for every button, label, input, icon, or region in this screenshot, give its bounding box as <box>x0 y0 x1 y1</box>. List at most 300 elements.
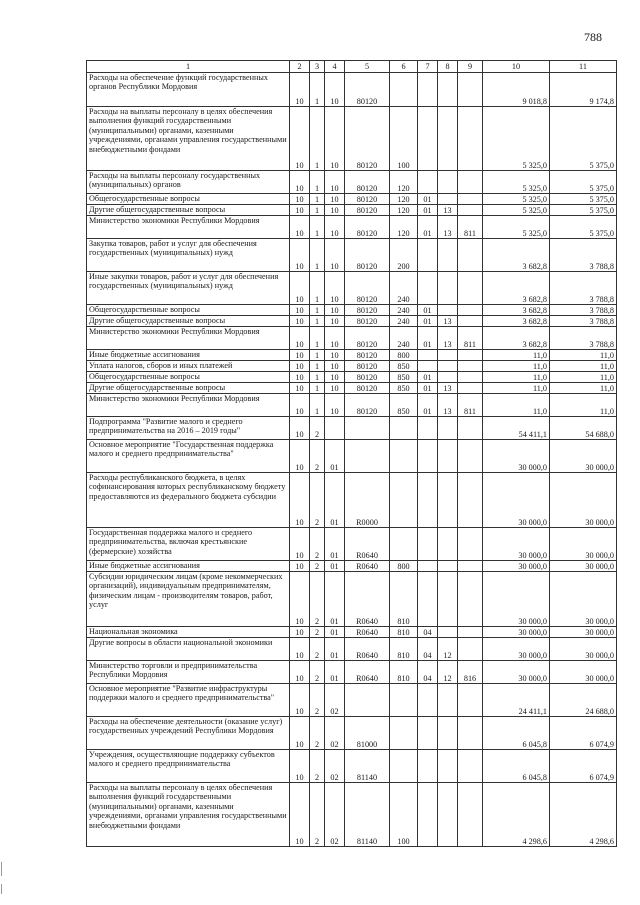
cell-subprog: 01 <box>325 661 345 684</box>
cell-prog: 2 <box>310 684 325 717</box>
cell-expense-type <box>390 717 418 750</box>
table-row <box>87 216 617 239</box>
cell-expense-type: 120 <box>390 205 418 216</box>
cell-expense-type <box>390 473 418 528</box>
cell-subprog: 02 <box>325 717 345 750</box>
cell-subprog: 01 <box>325 638 345 661</box>
cell-section: 01 <box>418 205 438 216</box>
cell-prog: 2 <box>310 717 325 750</box>
cell-section: 01 <box>418 316 438 327</box>
cell-expense-type: 810 <box>390 638 418 661</box>
cell-amount-2019: 6 074,9 <box>550 750 617 783</box>
cell-prog: 1 <box>310 316 325 327</box>
cell-amount-2018: 30 000,0 <box>483 638 550 661</box>
cell-subsection <box>438 473 458 528</box>
cell-expense-type: 120 <box>390 194 418 205</box>
cell-amount-2018: 5 325,0 <box>483 216 550 239</box>
cell-name: Другие общегосударственные вопросы <box>87 316 290 327</box>
cell-target-code: 80120 <box>345 350 390 361</box>
cell-subprog: 10 <box>325 216 345 239</box>
cell-ministry <box>458 107 483 171</box>
cell-target-code: R0640 <box>345 638 390 661</box>
cell-subsection <box>438 107 458 171</box>
table-row <box>87 171 617 194</box>
cell-target-code: 80120 <box>345 272 390 305</box>
cell-subprog: 10 <box>325 361 345 372</box>
cell-expense-type <box>390 73 418 107</box>
cell-admin: 10 <box>290 316 310 327</box>
cell-ministry <box>458 750 483 783</box>
cell-prog: 1 <box>310 394 325 417</box>
cell-subprog: 10 <box>325 107 345 171</box>
cell-subprog: 01 <box>325 627 345 638</box>
cell-section <box>418 73 438 107</box>
cell-admin: 10 <box>290 239 310 272</box>
cell-section: 04 <box>418 627 438 638</box>
cell-amount-2018: 6 045,8 <box>483 750 550 783</box>
cell-subsection <box>438 361 458 372</box>
cell-subprog: 02 <box>325 684 345 717</box>
cell-amount-2018: 5 325,0 <box>483 171 550 194</box>
cell-subprog: 01 <box>325 561 345 572</box>
cell-subprog: 01 <box>325 528 345 561</box>
cell-expense-type: 120 <box>390 171 418 194</box>
cell-expense-type: 200 <box>390 239 418 272</box>
cell-subprog: 10 <box>325 350 345 361</box>
cell-name: Расходы на выплаты персоналу государственных (муниципальных) органов <box>87 171 290 194</box>
cell-amount-2018: 54 411,1 <box>483 417 550 440</box>
cell-amount-2019: 3 788,8 <box>550 305 617 316</box>
cell-admin: 10 <box>290 417 310 440</box>
cell-expense-type: 850 <box>390 383 418 394</box>
cell-section: 01 <box>418 372 438 383</box>
cell-name: Иные бюджетные ассигнования <box>87 350 290 361</box>
table-row <box>87 361 617 372</box>
cell-name: Иные закупки товаров, работ и услуг для обеспечения государственных (муниципальных) нужд <box>87 272 290 305</box>
cell-prog: 1 <box>310 383 325 394</box>
cell-ministry <box>458 638 483 661</box>
cell-admin: 10 <box>290 194 310 205</box>
table-row <box>87 305 617 316</box>
cell-amount-2018: 11,0 <box>483 361 550 372</box>
scan-edge-mark <box>1 884 2 894</box>
cell-subsection <box>438 417 458 440</box>
cell-name: Общегосударственные вопросы <box>87 194 290 205</box>
cell-subprog: 02 <box>325 783 345 847</box>
cell-section <box>418 528 438 561</box>
cell-subprog: 01 <box>325 473 345 528</box>
cell-section <box>418 572 438 627</box>
cell-expense-type <box>390 417 418 440</box>
cell-target-code: R0640 <box>345 661 390 684</box>
cell-amount-2019: 11,0 <box>550 361 617 372</box>
cell-expense-type <box>390 750 418 783</box>
cell-subsection <box>438 272 458 305</box>
cell-prog: 2 <box>310 440 325 473</box>
cell-target-code: 80120 <box>345 383 390 394</box>
cell-subsection <box>438 717 458 750</box>
table-row <box>87 561 617 572</box>
cell-target-code: 81000 <box>345 717 390 750</box>
cell-ministry <box>458 417 483 440</box>
cell-prog: 1 <box>310 350 325 361</box>
cell-prog: 1 <box>310 361 325 372</box>
page-number: 788 <box>584 30 602 44</box>
cell-section <box>418 473 438 528</box>
cell-amount-2018: 24 411,1 <box>483 684 550 717</box>
table-row <box>87 350 617 361</box>
cell-prog: 2 <box>310 572 325 627</box>
cell-prog: 2 <box>310 661 325 684</box>
cell-name: Уплата налогов, сборов и иных платежей <box>87 361 290 372</box>
cell-prog: 2 <box>310 638 325 661</box>
cell-target-code: 80120 <box>345 107 390 171</box>
cell-section: 04 <box>418 638 438 661</box>
cell-ministry <box>458 717 483 750</box>
table-row <box>87 272 617 305</box>
cell-admin: 10 <box>290 661 310 684</box>
table-row <box>87 750 617 783</box>
cell-subsection <box>438 350 458 361</box>
cell-amount-2018: 5 325,0 <box>483 194 550 205</box>
cell-prog: 2 <box>310 528 325 561</box>
cell-subprog: 01 <box>325 440 345 473</box>
cell-section: 01 <box>418 305 438 316</box>
cell-subsection <box>438 561 458 572</box>
cell-ministry: 816 <box>458 661 483 684</box>
cell-admin: 10 <box>290 73 310 107</box>
cell-subprog: 10 <box>325 394 345 417</box>
cell-admin: 10 <box>290 205 310 216</box>
cell-target-code: R0000 <box>345 473 390 528</box>
cell-target-code: 80120 <box>345 372 390 383</box>
scan-edge-mark <box>1 862 2 876</box>
cell-ministry <box>458 473 483 528</box>
cell-admin: 10 <box>290 394 310 417</box>
cell-amount-2018: 30 000,0 <box>483 473 550 528</box>
cell-amount-2019: 11,0 <box>550 350 617 361</box>
cell-section <box>418 684 438 717</box>
cell-ministry: 811 <box>458 394 483 417</box>
table-row <box>87 661 617 684</box>
cell-ministry <box>458 361 483 372</box>
cell-admin: 10 <box>290 750 310 783</box>
cell-prog: 1 <box>310 171 325 194</box>
cell-subsection: 13 <box>438 216 458 239</box>
cell-name: Основное мероприятие "Государственная поддержка малого и среднего предпринимательства" <box>87 440 290 473</box>
cell-ministry <box>458 440 483 473</box>
cell-name: Другие общегосударственные вопросы <box>87 205 290 216</box>
cell-amount-2019: 4 298,6 <box>550 783 617 847</box>
cell-section: 01 <box>418 194 438 205</box>
col-header-10: 10 <box>483 61 550 73</box>
cell-target-code: 80120 <box>345 327 390 350</box>
cell-expense-type: 800 <box>390 350 418 361</box>
table-row <box>87 205 617 216</box>
cell-amount-2019: 5 375,0 <box>550 171 617 194</box>
cell-ministry: 811 <box>458 327 483 350</box>
cell-expense-type: 850 <box>390 361 418 372</box>
cell-section <box>418 783 438 847</box>
table-row <box>87 417 617 440</box>
cell-ministry <box>458 572 483 627</box>
cell-section: 01 <box>418 327 438 350</box>
cell-section <box>418 361 438 372</box>
col-header-2: 2 <box>290 61 310 73</box>
cell-ministry <box>458 73 483 107</box>
cell-name: Национальная экономика <box>87 627 290 638</box>
cell-name: Закупка товаров, работ и услуг для обеспечения государственных (муниципальных) нужд <box>87 239 290 272</box>
cell-ministry <box>458 372 483 383</box>
cell-admin: 10 <box>290 717 310 750</box>
cell-prog: 2 <box>310 627 325 638</box>
cell-ministry <box>458 561 483 572</box>
cell-prog: 2 <box>310 750 325 783</box>
cell-amount-2018: 3 682,8 <box>483 272 550 305</box>
table-body <box>87 73 617 847</box>
col-header-3: 3 <box>310 61 325 73</box>
cell-ministry <box>458 528 483 561</box>
cell-prog: 1 <box>310 372 325 383</box>
cell-amount-2019: 5 375,0 <box>550 216 617 239</box>
cell-amount-2018: 3 682,8 <box>483 305 550 316</box>
cell-target-code: 80120 <box>345 316 390 327</box>
cell-subprog: 10 <box>325 327 345 350</box>
cell-prog: 1 <box>310 239 325 272</box>
cell-amount-2019: 6 074,9 <box>550 717 617 750</box>
cell-prog: 2 <box>310 561 325 572</box>
cell-ministry: 811 <box>458 216 483 239</box>
col-header-1: 1 <box>87 61 290 73</box>
cell-amount-2019: 3 788,8 <box>550 239 617 272</box>
col-header-5: 5 <box>345 61 390 73</box>
cell-subprog: 10 <box>325 383 345 394</box>
cell-amount-2018: 11,0 <box>483 394 550 417</box>
cell-admin: 10 <box>290 361 310 372</box>
cell-target-code: R0640 <box>345 627 390 638</box>
cell-amount-2019: 3 788,8 <box>550 316 617 327</box>
cell-expense-type <box>390 684 418 717</box>
cell-admin: 10 <box>290 171 310 194</box>
cell-subsection <box>438 171 458 194</box>
cell-admin: 10 <box>290 627 310 638</box>
cell-subsection: 13 <box>438 327 458 350</box>
cell-ministry <box>458 627 483 638</box>
cell-expense-type: 810 <box>390 572 418 627</box>
cell-subsection <box>438 684 458 717</box>
cell-subsection <box>438 73 458 107</box>
cell-expense-type <box>390 440 418 473</box>
cell-amount-2019: 11,0 <box>550 383 617 394</box>
cell-amount-2019: 5 375,0 <box>550 194 617 205</box>
cell-target-code: 81140 <box>345 783 390 847</box>
cell-amount-2018: 30 000,0 <box>483 528 550 561</box>
cell-subsection: 13 <box>438 394 458 417</box>
cell-target-code: R0640 <box>345 528 390 561</box>
table-row <box>87 572 617 627</box>
cell-amount-2018: 30 000,0 <box>483 561 550 572</box>
col-header-8: 8 <box>438 61 458 73</box>
cell-admin: 10 <box>290 638 310 661</box>
cell-name: Общегосударственные вопросы <box>87 305 290 316</box>
cell-name: Министерство экономики Республики Мордовия <box>87 216 290 239</box>
cell-prog: 2 <box>310 783 325 847</box>
cell-ministry <box>458 205 483 216</box>
cell-subsection <box>438 194 458 205</box>
cell-subprog: 10 <box>325 305 345 316</box>
cell-amount-2019: 11,0 <box>550 372 617 383</box>
cell-amount-2019: 3 788,8 <box>550 272 617 305</box>
cell-section: 01 <box>418 216 438 239</box>
cell-expense-type: 100 <box>390 107 418 171</box>
cell-amount-2018: 30 000,0 <box>483 572 550 627</box>
cell-amount-2019: 3 788,8 <box>550 327 617 350</box>
cell-section <box>418 171 438 194</box>
cell-section <box>418 350 438 361</box>
cell-ministry <box>458 305 483 316</box>
table-row <box>87 372 617 383</box>
col-header-9: 9 <box>458 61 483 73</box>
cell-ministry <box>458 171 483 194</box>
cell-subprog: 01 <box>325 572 345 627</box>
cell-amount-2018: 11,0 <box>483 372 550 383</box>
cell-expense-type: 240 <box>390 305 418 316</box>
cell-amount-2019: 30 000,0 <box>550 561 617 572</box>
cell-admin: 10 <box>290 572 310 627</box>
cell-subprog: 10 <box>325 73 345 107</box>
cell-ministry <box>458 783 483 847</box>
cell-amount-2018: 30 000,0 <box>483 661 550 684</box>
cell-name: Другие общегосударственные вопросы <box>87 383 290 394</box>
table-row <box>87 783 617 847</box>
cell-subsection: 12 <box>438 638 458 661</box>
cell-expense-type <box>390 528 418 561</box>
cell-amount-2018: 11,0 <box>483 383 550 394</box>
cell-subprog: 10 <box>325 372 345 383</box>
cell-section <box>418 561 438 572</box>
cell-target-code: R0640 <box>345 561 390 572</box>
cell-admin: 10 <box>290 383 310 394</box>
cell-amount-2018: 6 045,8 <box>483 717 550 750</box>
budget-table-container <box>86 60 616 850</box>
cell-subsection <box>438 440 458 473</box>
table-row <box>87 684 617 717</box>
cell-prog: 1 <box>310 272 325 305</box>
cell-subsection: 13 <box>438 316 458 327</box>
table-row <box>87 239 617 272</box>
cell-subprog <box>325 417 345 440</box>
cell-prog: 1 <box>310 194 325 205</box>
col-header-4: 4 <box>325 61 345 73</box>
table-row <box>87 440 617 473</box>
cell-name: Основное мероприятие "Развитие инфраструктуры поддержки малого и среднего предпринимательства" <box>87 684 290 717</box>
cell-name: Общегосударственные вопросы <box>87 372 290 383</box>
cell-target-code <box>345 440 390 473</box>
cell-section <box>418 239 438 272</box>
cell-target-code: 80120 <box>345 305 390 316</box>
cell-amount-2018: 3 682,8 <box>483 316 550 327</box>
cell-expense-type: 800 <box>390 561 418 572</box>
cell-prog: 1 <box>310 216 325 239</box>
cell-ministry <box>458 272 483 305</box>
col-header-7: 7 <box>418 61 438 73</box>
cell-target-code: 80120 <box>345 239 390 272</box>
cell-subsection <box>438 239 458 272</box>
cell-amount-2018: 5 325,0 <box>483 107 550 171</box>
cell-prog: 2 <box>310 473 325 528</box>
cell-target-code: 80120 <box>345 194 390 205</box>
cell-target-code <box>345 417 390 440</box>
cell-admin: 10 <box>290 473 310 528</box>
cell-name: Расходы на выплаты персоналу в целях обеспечения выполнения функций государственными (муниципальными) органами, казенными учреждениями, органами управления государственными внебюджетными фондами <box>87 107 290 171</box>
cell-name: Министерство торговли и предпринимательства Республики Мордовия <box>87 661 290 684</box>
cell-section: 01 <box>418 383 438 394</box>
cell-name: Иные бюджетные ассигнования <box>87 561 290 572</box>
table-row <box>87 394 617 417</box>
cell-name: Учреждения, осуществляющие поддержку субъектов малого и среднего предпринимательства <box>87 750 290 783</box>
cell-prog: 2 <box>310 417 325 440</box>
cell-ministry <box>458 194 483 205</box>
table-row <box>87 717 617 750</box>
cell-subprog: 10 <box>325 194 345 205</box>
cell-section <box>418 750 438 783</box>
table-row <box>87 316 617 327</box>
cell-amount-2019: 5 375,0 <box>550 205 617 216</box>
cell-amount-2019: 30 000,0 <box>550 440 617 473</box>
cell-name: Расходы республиканского бюджета, в целях софинансирования которых республиканскому бюджету предоставляются из федерального бюджета субсидии <box>87 473 290 528</box>
cell-subprog: 10 <box>325 272 345 305</box>
col-header-6: 6 <box>390 61 418 73</box>
cell-amount-2019: 9 174,8 <box>550 73 617 107</box>
cell-ministry <box>458 350 483 361</box>
cell-ministry <box>458 239 483 272</box>
cell-amount-2018: 4 298,6 <box>483 783 550 847</box>
cell-amount-2018: 11,0 <box>483 350 550 361</box>
cell-subsection <box>438 783 458 847</box>
cell-subsection: 13 <box>438 205 458 216</box>
cell-amount-2019: 30 000,0 <box>550 473 617 528</box>
cell-expense-type: 100 <box>390 783 418 847</box>
cell-ministry <box>458 383 483 394</box>
cell-name: Другие вопросы в области национальной экономики <box>87 638 290 661</box>
cell-subsection: 12 <box>438 661 458 684</box>
cell-name: Государственная поддержка малого и среднего предпринимательства, включая крестьянские (фермерские) хозяйства <box>87 528 290 561</box>
cell-admin: 10 <box>290 305 310 316</box>
cell-amount-2018: 3 682,8 <box>483 239 550 272</box>
cell-section: 04 <box>418 661 438 684</box>
cell-ministry <box>458 316 483 327</box>
cell-admin: 10 <box>290 327 310 350</box>
cell-admin: 10 <box>290 107 310 171</box>
cell-amount-2019: 30 000,0 <box>550 528 617 561</box>
cell-name: Расходы на обеспечение функций государственных органов Республики Мордовия <box>87 73 290 107</box>
cell-target-code <box>345 684 390 717</box>
cell-subsection: 13 <box>438 383 458 394</box>
cell-admin: 10 <box>290 561 310 572</box>
cell-ministry <box>458 684 483 717</box>
cell-admin: 10 <box>290 272 310 305</box>
cell-expense-type: 810 <box>390 661 418 684</box>
cell-admin: 10 <box>290 684 310 717</box>
cell-subsection <box>438 528 458 561</box>
cell-subprog: 10 <box>325 239 345 272</box>
cell-amount-2019: 30 000,0 <box>550 627 617 638</box>
cell-subsection <box>438 572 458 627</box>
table-row <box>87 383 617 394</box>
cell-target-code: 80120 <box>345 171 390 194</box>
cell-admin: 10 <box>290 528 310 561</box>
cell-target-code: 80120 <box>345 394 390 417</box>
